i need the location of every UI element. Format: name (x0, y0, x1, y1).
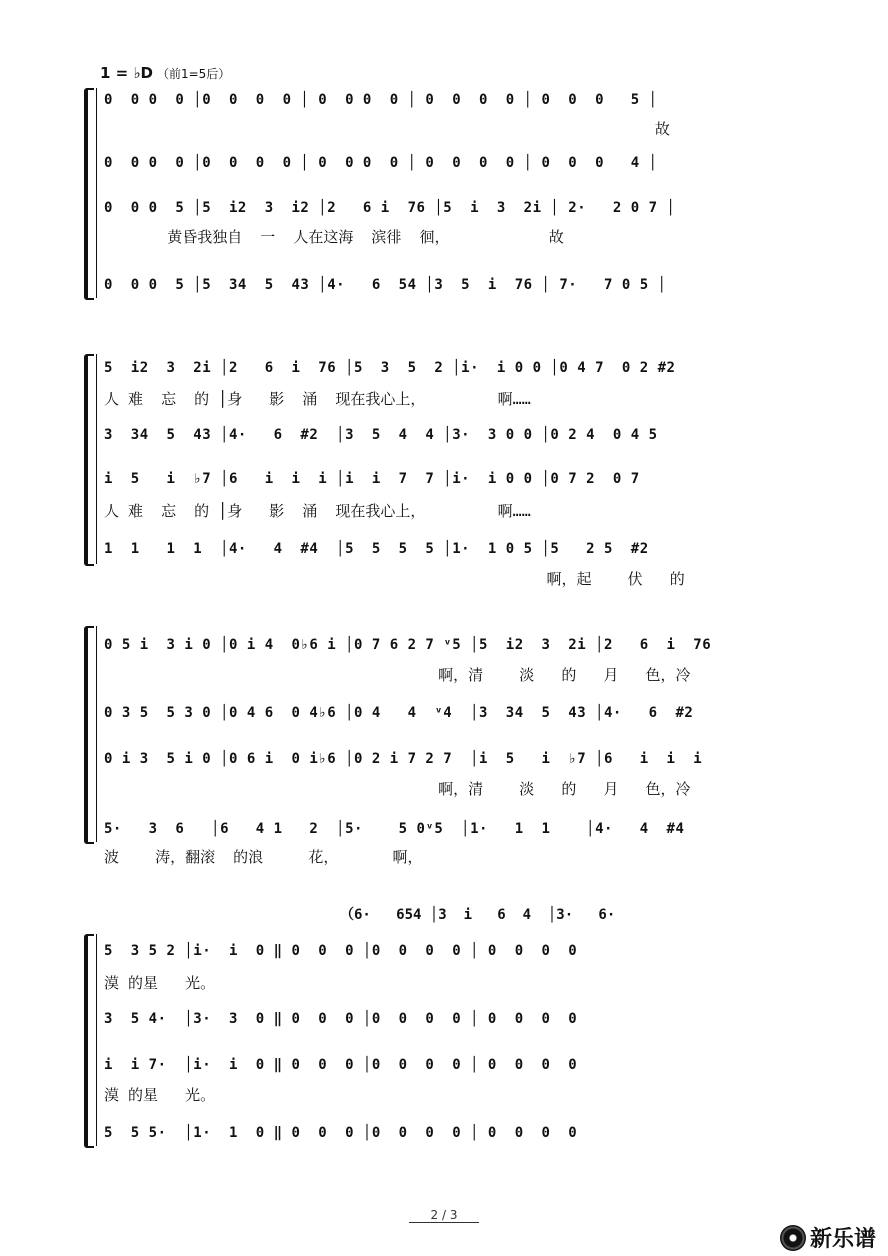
lyrics-line: 人 难 忘 的 │身 影 涌 现在我心上， 啊…… (104, 502, 531, 520)
part-row-alto (104, 150, 794, 176)
notation: 0 i 3 5 i 0 │0 6 i 0 i♭6 │0 2 i 7 2 7 │i 5 i ♭7 │6 i i i (104, 751, 703, 767)
lyrics-line: 漠 的星 光。 (104, 1086, 216, 1104)
part-row-tenor (104, 195, 794, 221)
system-line (96, 354, 97, 564)
part-row-soprano (104, 938, 794, 964)
notation: 0 0 0 0 │0 0 0 0 │ 0 0 0 0 │ 0 0 0 0 │ 0 0 0 4 │ (104, 155, 658, 171)
notation: 3 34 5 43 │4· 6 #2 │3 5 4 4 │3· 3 0 0 │0 2 4 0 4 5 (104, 427, 658, 443)
part-row-soprano (104, 87, 794, 113)
part-row-bass (104, 272, 794, 298)
lyrics-line: 黄昏我独自 一 人在这海 滨徘 徊， 故 (104, 228, 564, 246)
part-row-soprano (104, 632, 794, 658)
instrumental-intro: （6· 654 │3 i 6 4 │3· 6· (340, 907, 616, 923)
notation: 5· 3 6 │6 4 1 2 │5· 5 0ᵛ5 │1· 1 1 │4· 4 #4 (104, 821, 685, 837)
score-system-4 (84, 930, 814, 1160)
lyrics-line: 人 难 忘 的 │身 影 涌 现在我心上， 啊…… (104, 390, 531, 408)
logo-text: 新乐谱 (809, 1227, 876, 1252)
part-row-alto (104, 1006, 794, 1032)
part-row-alto (104, 700, 794, 726)
notation: 0 0 0 0 │0 0 0 0 │ 0 0 0 0 │ 0 0 0 0 │ 0 0 0 5 │ (104, 92, 658, 108)
system-line (96, 88, 97, 298)
system-line (96, 626, 97, 842)
lyrics-line: 故 (104, 120, 670, 138)
system-bracket (84, 88, 94, 300)
lyrics-line: 啊，清 淡 的 月 色，冷 (104, 780, 691, 798)
notation: i i 7· │i· i 0 ‖ 0 0 0 │0 0 0 0 │ 0 0 0 0 (104, 1057, 578, 1073)
score-system-1 (84, 82, 814, 302)
notation: 5 5 5· │1· 1 0 ‖ 0 0 0 │0 0 0 0 │ 0 0 0 0 (104, 1125, 578, 1141)
notation: 0 5 i 3 i 0 │0 i 4 0♭6 i │0 7 6 2 7 ᵛ5 │5 i2 3 2i │2 6 i 76 (104, 637, 712, 653)
notation: 5 i2 3 2i │2 6 i 76 │5 3 5 2 │i· i 0 0 │0 4 7 0 2 #2 (104, 360, 676, 376)
page-number-text: 2 / 3 (409, 1208, 480, 1223)
key-label: 1 = ♭D (100, 64, 153, 82)
lyrics-line: 波 涛，翻滚 的浪 花， 啊， (104, 848, 423, 866)
score-system-3 (84, 620, 814, 870)
part-row-alto (104, 422, 794, 448)
part-row-bass (104, 816, 794, 842)
key-modulation-note: （前1=5后） (156, 67, 231, 81)
system-bracket (84, 626, 94, 844)
system-bracket (84, 934, 94, 1148)
score-system-2 (84, 350, 814, 590)
part-row-tenor (104, 746, 794, 772)
part-row-bass (104, 1120, 794, 1146)
key-signature (100, 64, 230, 82)
system-line (96, 934, 97, 1146)
notation: 0 0 0 5 │5 i2 3 i2 │2 6 i 76 │5 i 3 2i │ 2· 2 0 7 │ (104, 200, 676, 216)
part-row-tenor (104, 1052, 794, 1078)
lyrics-line: 啊，清 淡 的 月 色，冷 (104, 666, 691, 684)
part-row-bass (104, 536, 794, 562)
notation: 0 3 5 5 3 0 │0 4 6 0 4♭6 │0 4 4 ᵛ4 │3 34 5 43 │4· 6 #2 (104, 705, 694, 721)
lyrics-line: 漠 的星 光。 (104, 974, 216, 992)
notation: i 5 i ♭7 │6 i i i │i i 7 7 │i· i 0 0 │0 7 2 0 7 (104, 471, 658, 487)
site-logo (780, 1222, 876, 1253)
lyrics-line: 啊，起 伏 的 (104, 570, 685, 588)
part-row-tenor (104, 466, 794, 492)
system-bracket (84, 354, 94, 566)
notation: 1 1 1 1 │4· 4 #4 │5 5 5 5 │1· 1 0 5 │5 2 5 #2 (104, 541, 649, 557)
notation: 3 5 4· │3· 3 0 ‖ 0 0 0 │0 0 0 0 │ 0 0 0 0 (104, 1011, 578, 1027)
part-row-soprano (104, 355, 794, 381)
notation: 5 3 5 2 │i· i 0 ‖ 0 0 0 │0 0 0 0 │ 0 0 0 0 (104, 943, 578, 959)
vinyl-disc-icon (780, 1225, 806, 1251)
page-number (0, 1208, 888, 1222)
notation: 0 0 0 5 │5 34 5 43 │4· 6 54 │3 5 i 76 │ 7· 7 0 5 │ (104, 277, 667, 293)
